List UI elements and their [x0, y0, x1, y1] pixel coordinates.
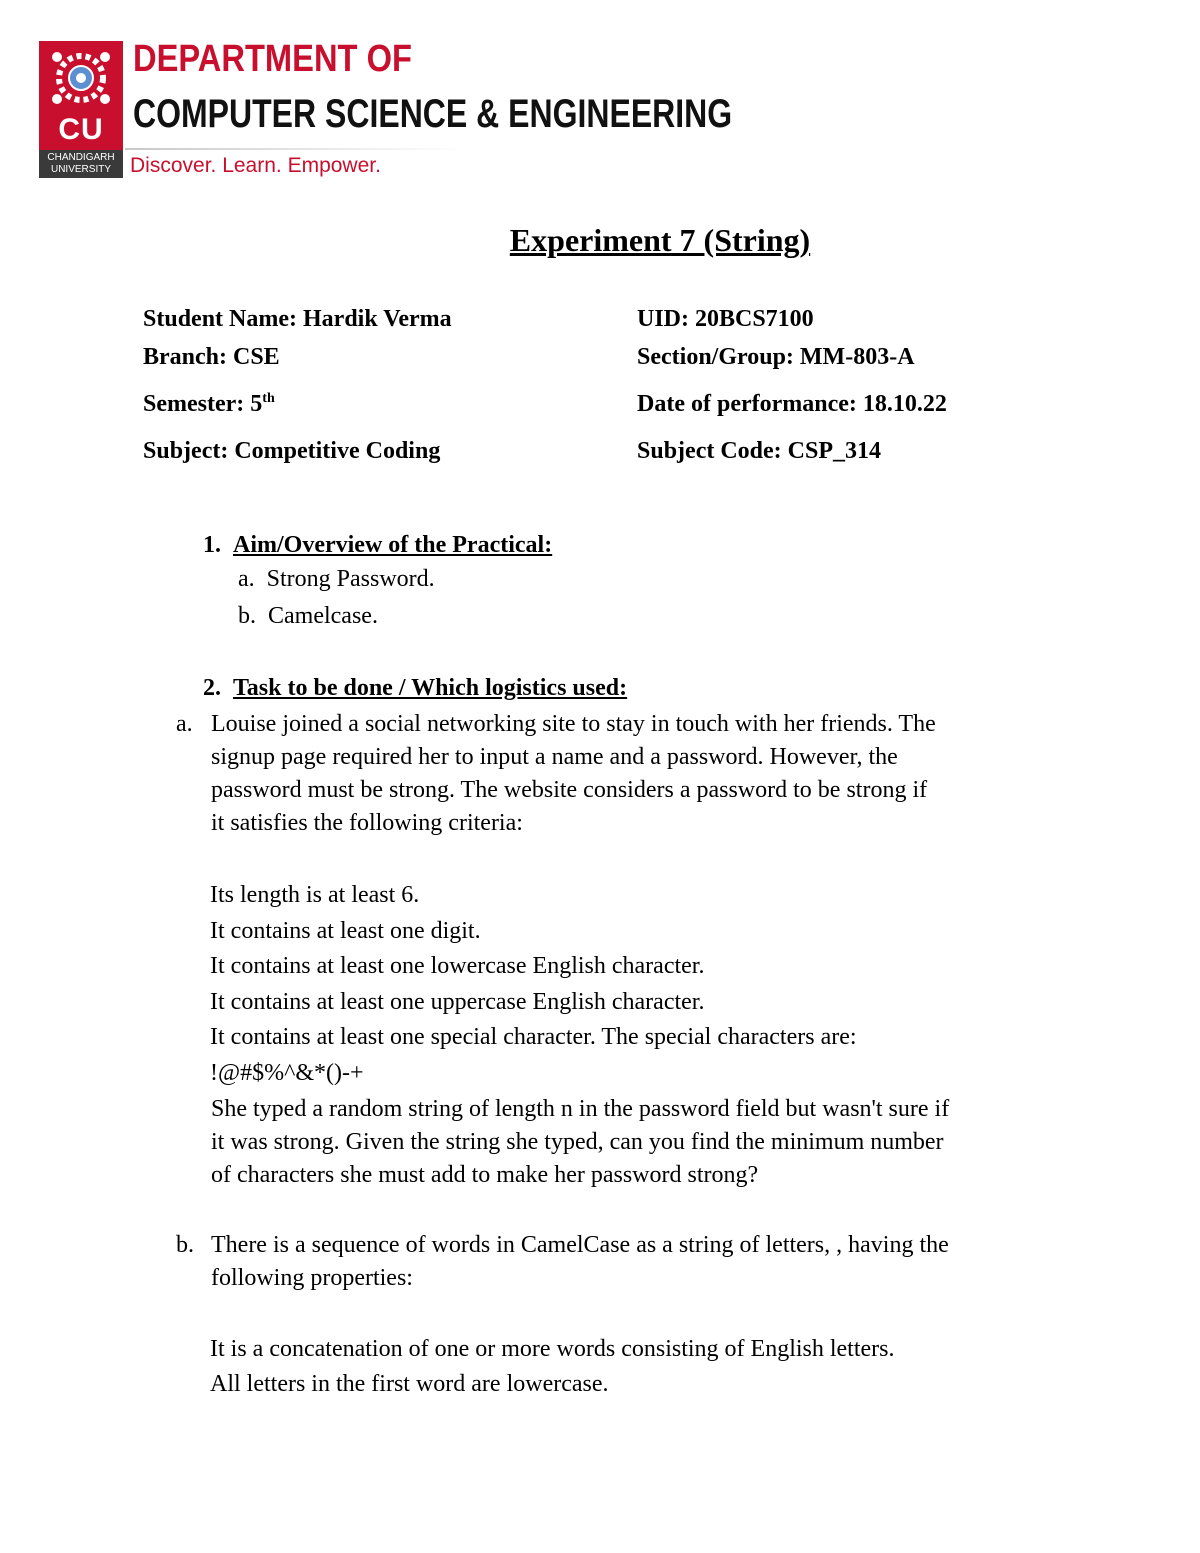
branch: Branch: CSE: [143, 344, 280, 370]
department-line-2: COMPUTER SCIENCE & ENGINEERING: [133, 92, 733, 136]
date-of-performance: Date of performance: 18.10.22: [637, 391, 947, 417]
paragraph-line: She typed a random string of length n in the password field but wasn't sure if: [211, 1096, 950, 1122]
department-line-1: DEPARTMENT OF: [133, 38, 412, 80]
list-text: Strong Password.: [266, 566, 435, 592]
page-title: Experiment 7 (String): [509, 222, 811, 258]
uid: UID: 20BCS7100: [637, 306, 814, 332]
subject-code: Subject Code: CSP_314: [637, 438, 881, 464]
paragraph-line: Louise joined a social networking site to stay in touch with her friends. The: [211, 711, 936, 737]
list-text: Camelcase.: [268, 603, 378, 629]
list-marker: b.: [238, 603, 256, 629]
criteria-line: It contains at least one uppercase English character.: [210, 988, 705, 1015]
section-1-heading: [203, 532, 552, 559]
section-2-number: 2.: [203, 675, 221, 701]
logo-university: CHANDIGARH UNIVERSITY: [39, 150, 123, 178]
student-name: Student Name: Hardik Verma: [143, 306, 452, 332]
logo-text: CU: [58, 113, 104, 146]
criteria-line: It contains at least one lowercase English character.: [210, 953, 705, 980]
tagline: Discover. Learn. Empower.: [130, 154, 381, 177]
subject: Subject: Competitive Coding: [143, 438, 441, 464]
semester-suffix: th: [262, 391, 275, 406]
paragraph-line: following properties:: [211, 1265, 413, 1291]
list-item: [238, 603, 378, 630]
property-line: It is a concatenation of one or more words consisting of English letters.: [210, 1336, 895, 1362]
section-2-heading: [203, 675, 627, 702]
paragraph-line: signup page required her to input a name and a password. However, the: [211, 744, 898, 770]
item-a-marker: a.: [176, 711, 193, 737]
list-marker: a.: [238, 566, 255, 592]
item-b-paragraph: [211, 1229, 949, 1295]
criteria-list: [210, 878, 857, 1092]
section-group: Section/Group: MM-803-A: [637, 344, 915, 370]
criteria-line: !@#$%^&*()-+: [210, 1059, 364, 1086]
criteria-line: It contains at least one digit.: [210, 917, 481, 944]
item-a-question: [211, 1093, 949, 1192]
section-1-number: 1.: [203, 532, 221, 558]
paragraph-line: it satisfies the following criteria:: [211, 810, 523, 836]
gear-emblem-icon: [45, 45, 117, 111]
property-line: All letters in the first word are lowercase.: [210, 1371, 609, 1397]
section-2-title: Task to be done / Which logistics used:: [233, 675, 628, 701]
item-b-properties: [210, 1332, 895, 1402]
paragraph-line: password must be strong. The website considers a password to be strong if: [211, 777, 928, 803]
item-b-marker: b.: [176, 1232, 194, 1258]
university-logo: [39, 41, 123, 178]
section-1-title: Aim/Overview of the Practical:: [233, 532, 553, 558]
semester: [143, 391, 275, 418]
criteria-line: It contains at least one special character. The special characters are:: [210, 1024, 857, 1051]
list-item: [238, 566, 435, 593]
semester-value: Semester: 5: [143, 391, 263, 417]
paragraph-line: it was strong. Given the string she typed, can you find the minimum number: [211, 1129, 944, 1155]
item-a-paragraph: [211, 708, 936, 840]
paragraph-line: There is a sequence of words in CamelCase as a string of letters, , having the: [211, 1232, 949, 1258]
paragraph-line: of characters she must add to make her password strong?: [211, 1162, 759, 1188]
criteria-line: Its length is at least 6.: [210, 882, 420, 908]
header-divider: [125, 148, 465, 150]
